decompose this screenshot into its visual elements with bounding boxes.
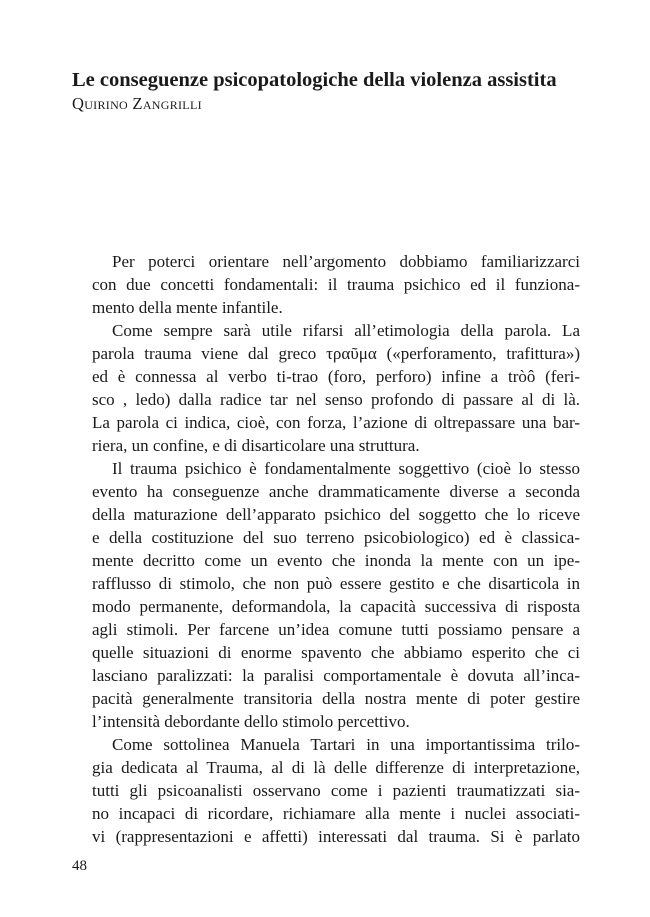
text-line: con due concetti fondamentali: il trauma psichico ed il funziona-: [92, 275, 580, 294]
text-line: Per poterci orientare nell’argomento dobbiamo familiarizzarci: [112, 252, 580, 271]
body-text: [72, 250, 580, 848]
chapter-title: Le conseguenze psicopatologiche della violenza assistita: [72, 69, 557, 91]
text-line: Come sempre sarà utile rifarsi all’etimologia della parola. La: [112, 321, 580, 340]
paragraph: [72, 319, 580, 457]
text-line: mente decritto come un evento che inonda la mente con un ipe-: [92, 551, 580, 570]
text-line: La parola ci indica, cioè, con forza, l’azione di oltrepassare una bar-: [92, 413, 580, 432]
page-number: 48: [72, 858, 87, 874]
text-line: rafflusso di stimolo, che non può essere gestito e che disarticola in: [92, 574, 580, 593]
text-line: Come sottolinea Manuela Tartari in una importantissima trilo-: [112, 735, 580, 754]
text-line: agli stimoli. Per farcene un’idea comune tutti possiamo pensare a: [92, 620, 580, 639]
text-line: riera, un confine, e di disarticolare una struttura.: [92, 436, 420, 455]
text-line: ed è connessa al verbo ti-trao (foro, perforo) infine a tròô (feri-: [92, 367, 580, 386]
text-line: no incapaci di ricordare, richiamare alla mente i nuclei associati-: [92, 804, 580, 823]
text-line: e della costituzione del suo terreno psicobiologico) ed è classica-: [92, 528, 580, 547]
text-line: modo permanente, deformandola, la capacità successiva di risposta: [92, 597, 580, 616]
text-line: sco , ledo) dalla radice tar nel senso profondo di passare al di là.: [92, 390, 580, 409]
text-line: parola trauma viene dal greco τραῦμα («perforamento, trafittura»): [92, 344, 580, 363]
paragraph: [72, 733, 580, 848]
paragraph: [72, 457, 580, 733]
chapter-author: Quirino Zangrilli: [72, 94, 202, 113]
text-line: gia dedicata al Trauma, al di là delle differenze di interpretazione,: [92, 758, 580, 777]
text-line: l’intensità debordante dello stimolo percettivo.: [92, 712, 410, 731]
text-line: evento ha conseguenze anche drammaticamente diverse a seconda: [92, 482, 580, 501]
paragraph: [72, 250, 580, 319]
text-line: Il trauma psichico è fondamentalmente soggettivo (cioè lo stesso: [112, 459, 580, 478]
text-line: vi (rappresentazioni e affetti) interessati dal trauma. Si è parlato: [92, 827, 580, 846]
text-line: lasciano paralizzati: la paralisi comportamentale è dovuta all’inca-: [92, 666, 580, 685]
text-line: della maturazione dell’apparato psichico del soggetto che lo riceve: [92, 505, 580, 524]
text-line: mento della mente infantile.: [92, 298, 283, 317]
text-line: pacità generalmente transitoria della nostra mente di poter gestire: [92, 689, 580, 708]
text-line: tutti gli psicoanalisti osservano come i pazienti traumatizzati sia-: [92, 781, 580, 800]
text-line: quelle situazioni di enorme spavento che abbiamo esperito che ci: [92, 643, 580, 662]
